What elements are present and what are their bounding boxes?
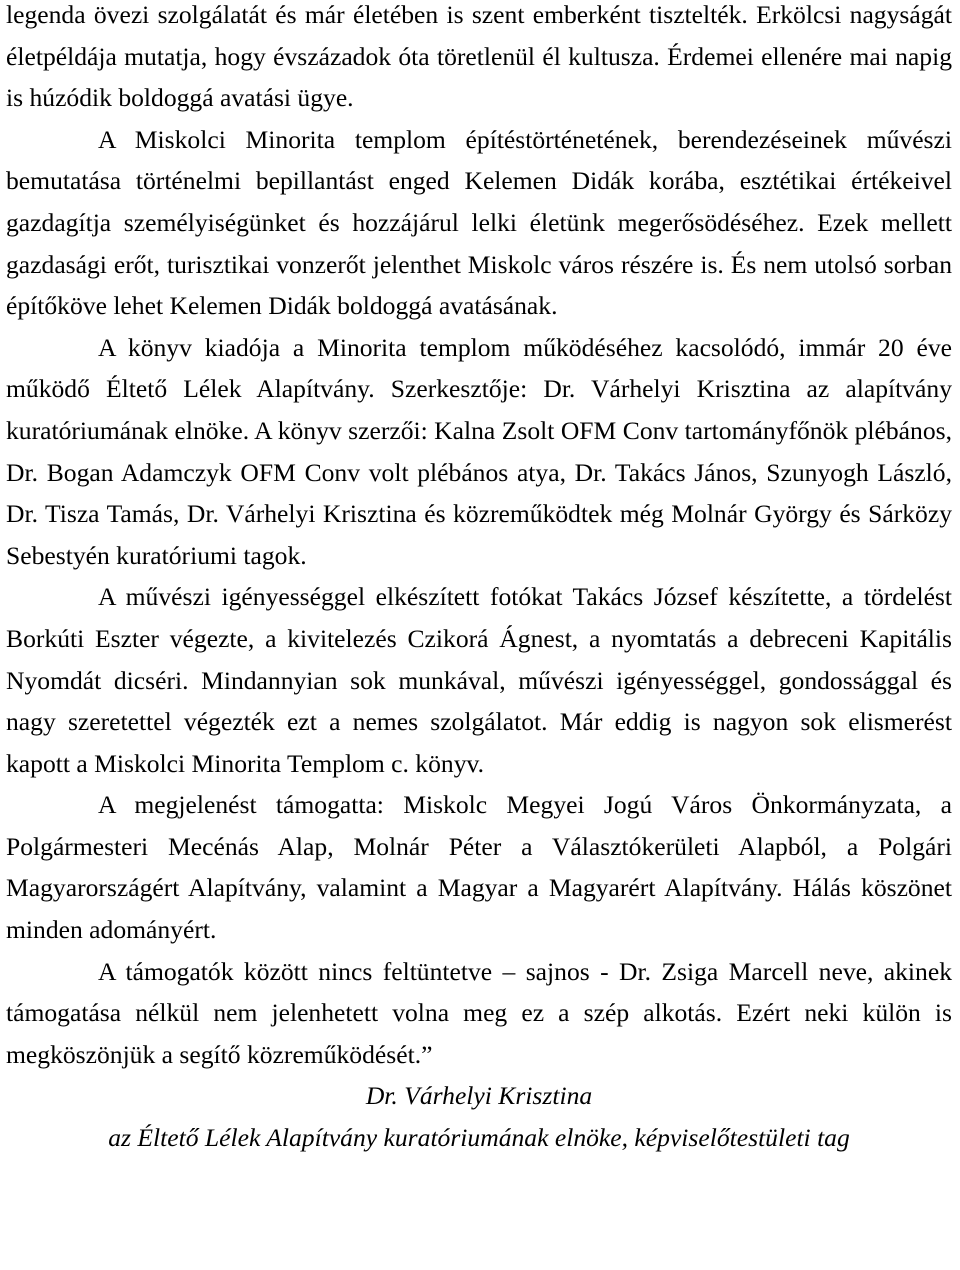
paragraph-sponsors: A megjelenést támogatta: Miskolc Megyei Jogú Város Önkormányzata, a Polgármesteri Mecénás Alap, Molnár Péter a Választókerületi Alapból, a Polgári Magyarországért Alapítvány, valamint a Magyar a Magyarért Alapítvány. Hálás köszönet minden adományért. <box>6 790 952 945</box>
paragraph-acknowledgement: A támogatók között nincs feltüntetve – sajnos - Dr. Zsiga Marcell neve, akinek támogatása nélkül nem jelenhetett volna meg ez a szép alkotás. Ezért neki külön is megköszönjük a segítő közreműködését.” <box>6 956 952 1069</box>
signature-name: Dr. Várhelyi Krisztina <box>365 1081 593 1111</box>
paragraph-production: A művészi igényességgel elkészített fotókat Takács József készítette, a tördelést Borkúti Eszter végezte, a kivitelezés Czikorá Ágnest, a nyomtatás a debreceni Kapitális Nyomdát dicséri. Mindannyian sok munkával, művészi igényességgel, gondossággal és nagy szeretettel végezték ezt a nemes szolgálatot. Már eddig is nagyon sok elismerést kapott a Miskolci Minorita Templom c. könyv. <box>6 582 952 778</box>
paragraph-continuation: legenda övezi szolgálatát és már életében is szent emberként tisztelték. Erkölcsi nagyságát életpéldája mutatja, hogy évszázadok óta töretlenül él kultusza. Érdemei ellenére mai napig is húzódik boldoggá avatási ügye. <box>6 0 952 113</box>
document-page <box>6 0 952 1159</box>
paragraph-church-history: A Miskolci Minorita templom építéstörténetének, berendezéseinek művészi bemutatása történelmi bepillantást enged Kelemen Didák korába, esztétikai értékeivel gazdagítja személyiségünket és hozzájárul lelki életünk megerősödéséhez. Ezek mellett gazdasági erőt, turisztikai vonzerőt jelenthet Miskolc város részére is. És nem utolsó sorban építőköve lehet Kelemen Didák boldoggá avatásának. <box>6 124 952 321</box>
paragraph-publisher: A könyv kiadója a Minorita templom működéséhez kacsolódó, immár 20 éve működő Éltető Lélek Alapítvány. Szerkesztője: Dr. Várhelyi Krisztina az alapítvány kuratóriumának elnöke. A könyv szerzői: Kalna Zsolt OFM Conv tartományfőnök plébános, Dr. Bogan Adamczyk OFM Conv volt plébános atya, Dr. Takács János, Szunyogh László, Dr. Tisza Tamás, Dr. Várhelyi Krisztina és közreműködtek még Molnár György és Sárközy Sebestyén kuratóriumi tagok. <box>6 332 952 570</box>
signature-title: az Éltető Lélek Alapítvány kuratóriumának elnöke, képviselőtestületi tag <box>108 1123 850 1153</box>
